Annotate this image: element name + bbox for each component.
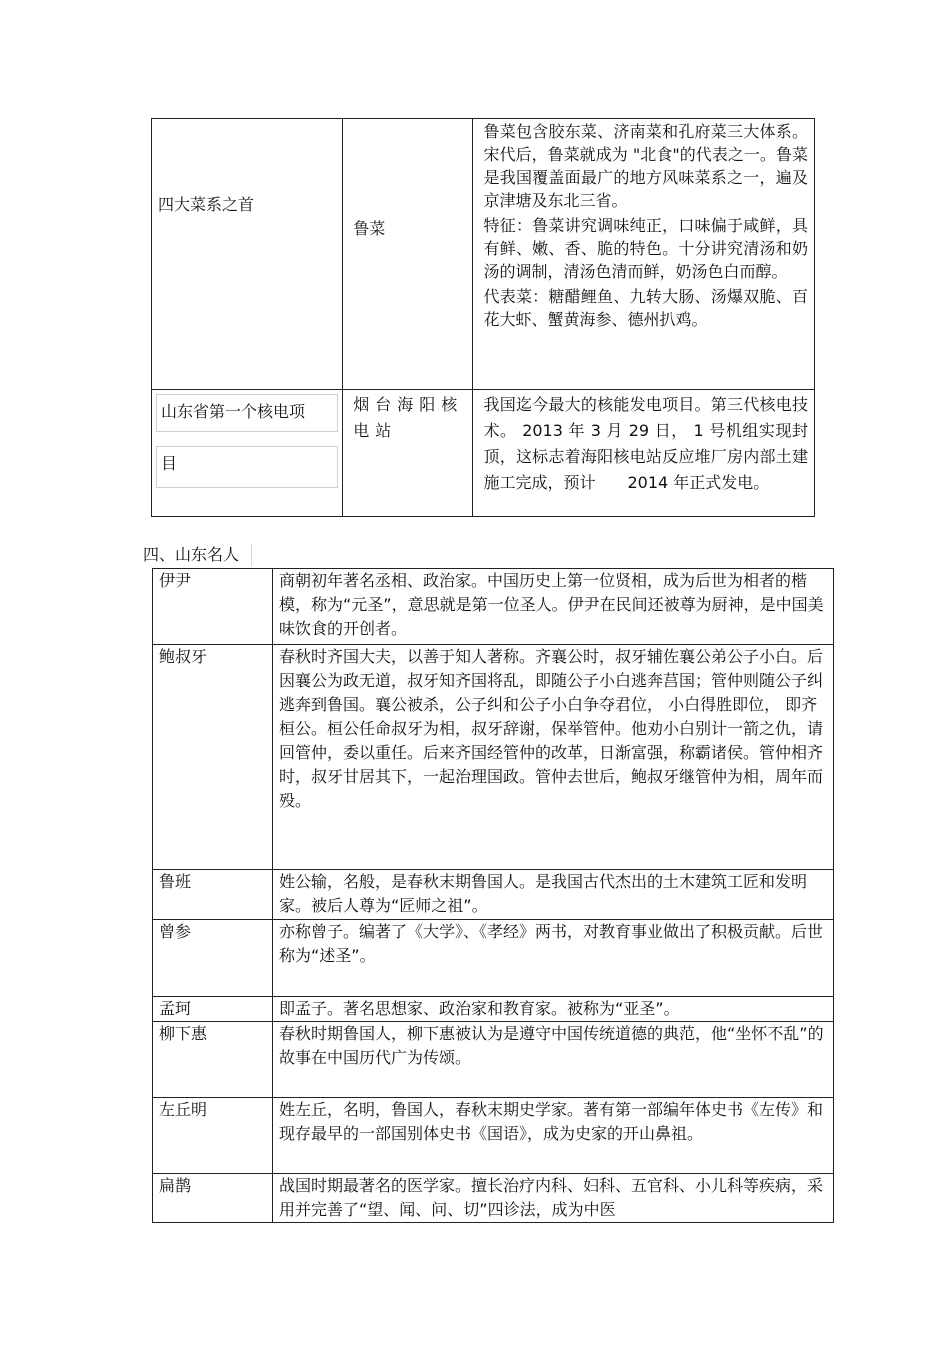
name-cell <box>343 119 473 390</box>
person-description: 姓左丘，名明，鲁国人，春秋末期史学家。著有第一部编年体史书《左传》和现存最早的一部国别体史书《国语》，成为史家的开山鼻祖。 <box>273 1098 834 1174</box>
person-description: 春秋时期鲁国人，柳下惠被认为是遵守中国传统道德的典范，他“坐怀不乱”的故事在中国历代广为传颂。 <box>273 1022 834 1098</box>
description-cell <box>473 119 815 390</box>
table-row <box>153 920 834 997</box>
table-row <box>153 1022 834 1098</box>
person-description: 即孟子。著名思想家、政治家和教育家。被称为“亚圣”。 <box>273 997 834 1022</box>
category-text-part1: 山东省第一个核电项 <box>156 394 338 432</box>
person-name: 孟珂 <box>153 997 273 1022</box>
description-paragraph: 代表菜：糖醋鲤鱼、九转大肠、汤爆双脆、百花大虾、蟹黄海参、德州扒鸡。 <box>483 287 808 329</box>
description-paragraph: 鲁菜包含胶东菜、济南菜和孔府菜三大体系。宋代后，鲁菜就成为 "北食"的代表之一。鲁菜是我国覆盖面最广的地方风味菜系之一，遍及京津塘及东北三省。 <box>483 122 808 210</box>
table-row <box>153 1174 834 1223</box>
table-row <box>153 1098 834 1174</box>
table-row <box>153 870 834 920</box>
person-description: 商朝初年著名丞相、政治家。中国历史上第一位贤相，成为后世为相者的楷模，称为“元圣”，意思就是第一位圣人。伊尹在民间还被尊为厨神，是中国美味饮食的开创者。 <box>273 569 834 645</box>
person-name: 扁鹊 <box>153 1174 273 1223</box>
category-text-part2: 目 <box>156 446 338 488</box>
category-text: 四大菜系之首 <box>158 195 255 214</box>
person-name: 曾参 <box>153 920 273 997</box>
table-row <box>152 390 815 517</box>
person-description: 亦称曾子。编著了《大学》、《孝经》两书，对教育事业做出了积极贡献。后世称为“述圣”。 <box>273 920 834 997</box>
description-paragraph: 我国迄今最大的核能发电项目。第三代核电技术。 2013 年 3 月 29 日， 1 号机组实现封顶，这标志着海阳核电站反应堆厂房内部土建施工完成，预计 2014 年正式发电。 <box>483 395 808 492</box>
person-description: 姓公输，名般，是春秋末期鲁国人。是我国古代杰出的土木建筑工匠和发明家。被后人尊为“匠师之祖”。 <box>273 870 834 920</box>
description-cell <box>473 390 815 517</box>
name-cell <box>343 390 473 517</box>
person-name: 柳下惠 <box>153 1022 273 1098</box>
person-description: 春秋时齐国大夫，以善于知人著称。齐襄公时，叔牙辅佐襄公弟公子小白。后因襄公为政无道，叔牙知齐国将乱，即随公子小白逃奔莒国；管仲则随公子纠逃奔到鲁国。襄公被杀，公子纠和公子小白争夺君位， 小白得胜即位， 即齐桓公。桓公任命叔牙为相，叔牙辞谢，保举管仲。他劝小白别计一箭之仇，请回管仲，委以重任。后来齐国经管仲的改革，日渐富强，称霸诸侯。管仲相齐时，叔牙甘居其下，一起治理国政。管仲去世后，鲍叔牙继管仲为相，周年而殁。 <box>273 645 834 870</box>
person-name: 伊尹 <box>153 569 273 645</box>
section-title: 四、山东名人 <box>143 544 252 566</box>
name-text: 鲁菜 <box>353 219 386 238</box>
description-paragraph: 特征：鲁菜讲究调味纯正，口味偏于咸鲜，具有鲜、嫩、香、脆的特色。十分讲究清汤和奶汤的调制，清汤色清而鲜，奶汤色白而醇。 <box>483 216 808 281</box>
category-cell <box>152 119 343 390</box>
cuisine-project-table <box>151 118 815 517</box>
person-name: 左丘明 <box>153 1098 273 1174</box>
person-name: 鲍叔牙 <box>153 645 273 870</box>
category-cell <box>152 390 343 517</box>
person-name: 鲁班 <box>153 870 273 920</box>
table-row <box>153 997 834 1022</box>
table-row <box>153 569 834 645</box>
table-row <box>152 119 815 390</box>
table-row <box>153 645 834 870</box>
name-text: 烟台海阳核电站 <box>353 395 464 440</box>
person-description: 战国时期最著名的医学家。擅长治疗内科、妇科、五官科、小儿科等疾病，采用并完善了“望、闻、问、切”四诊法，成为中医 <box>273 1174 834 1223</box>
famous-people-table <box>152 568 834 1223</box>
